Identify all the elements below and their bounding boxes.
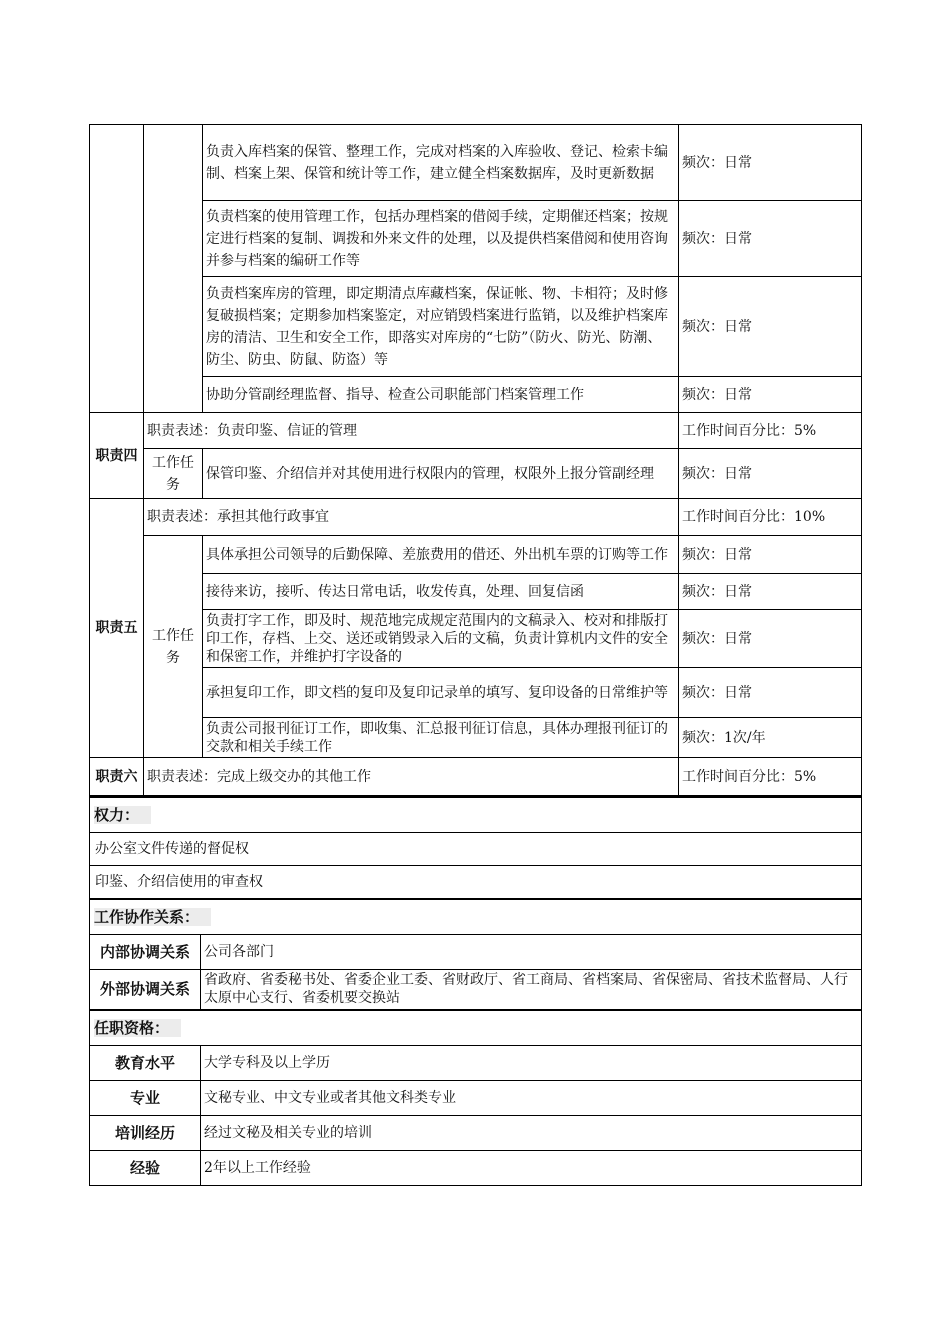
duty6-statement: 职责表述：完成上级交办的其他工作 bbox=[144, 758, 679, 796]
task-frequency: 频次：1次/年 bbox=[679, 718, 862, 758]
duties-table bbox=[89, 124, 862, 796]
duty5-task-label: 工作任务 bbox=[144, 536, 203, 758]
task-text: 负责入库档案的保管、整理工作，完成对档案的入库验收、登记、检索卡编制、档案上架、保管和统计等工作，建立健全档案数据库，及时更新数据 bbox=[203, 125, 679, 201]
task-text: 负责公司报刊征订工作，即收集、汇总报刊征订信息，具体办理报刊征订的交款和相关手续工作 bbox=[203, 718, 679, 758]
task-text: 接待来访，接听、传达日常电话，收发传真，处理、回复信函 bbox=[203, 574, 679, 610]
task-text: 承担复印工作，即文档的复印及复印记录单的填写、复印设备的日常维护等 bbox=[203, 668, 679, 718]
info-table bbox=[89, 796, 862, 1186]
job-description-page bbox=[89, 124, 861, 1186]
task-text: 协助分管副经理监督、指导、检查公司职能部门档案管理工作 bbox=[203, 377, 679, 413]
duty5-percent: 工作时间百分比：10% bbox=[679, 499, 862, 536]
internal-relations-label: 内部协调关系 bbox=[90, 935, 201, 970]
training-value: 经过文秘及相关专业的培训 bbox=[201, 1115, 862, 1150]
task-frequency: 频次：日常 bbox=[679, 125, 862, 201]
duty5-label: 职责五 bbox=[90, 499, 144, 758]
power-item: 办公室文件传递的督促权 bbox=[90, 833, 862, 866]
duty6-label: 职责六 bbox=[90, 758, 144, 796]
task-frequency: 频次：日常 bbox=[679, 201, 862, 277]
major-value: 文秘专业、中文专业或者其他文科类专业 bbox=[201, 1080, 862, 1115]
duty3-task-label-cell bbox=[144, 125, 203, 413]
external-relations-value: 省政府、省委秘书处、省委企业工委、省财政厅、省工商局、省档案局、省保密局、省技术监督局、人行太原中心支行、省委机要交换站 bbox=[201, 970, 862, 1010]
duty5-statement: 职责表述：承担其他行政事宜 bbox=[144, 499, 679, 536]
duty4-label: 职责四 bbox=[90, 413, 144, 499]
education-label: 教育水平 bbox=[90, 1045, 201, 1080]
task-text: 负责档案的使用管理工作，包括办理档案的借阅手续，定期催还档案；按规定进行档案的复制、调拨和外来文件的处理，以及提供档案借阅和使用咨询并参与档案的编研工作等 bbox=[203, 201, 679, 277]
relations-section-title: 工作协作关系： bbox=[90, 899, 862, 935]
major-label: 专业 bbox=[90, 1080, 201, 1115]
duty3-label-cell bbox=[90, 125, 144, 413]
external-relations-label: 外部协调关系 bbox=[90, 970, 201, 1010]
task-frequency: 频次：日常 bbox=[679, 536, 862, 574]
task-frequency: 频次：日常 bbox=[679, 277, 862, 377]
duty4-percent: 工作时间百分比：5% bbox=[679, 413, 862, 449]
task-frequency: 频次：日常 bbox=[679, 449, 862, 499]
duty4-task-label: 工作任务 bbox=[144, 449, 203, 499]
task-text: 负责档案库房的管理，即定期清点库藏档案，保证帐、物、卡相符；及时修复破损档案；定期参加档案鉴定，对应销毁档案进行监销，以及维护档案库房的清洁、卫生和安全工作，即落实对库房的“七防”（防火、防光、防潮、防尘、防虫、防鼠、防盗）等 bbox=[203, 277, 679, 377]
task-frequency: 频次：日常 bbox=[679, 610, 862, 668]
task-frequency: 频次：日常 bbox=[679, 574, 862, 610]
training-label: 培训经历 bbox=[90, 1115, 201, 1150]
task-text: 具体承担公司领导的后勤保障、差旅费用的借还、外出机车票的订购等工作 bbox=[203, 536, 679, 574]
experience-value: 2年以上工作经验 bbox=[201, 1150, 862, 1185]
task-frequency: 频次：日常 bbox=[679, 377, 862, 413]
duty4-statement: 职责表述：负责印鉴、信证的管理 bbox=[144, 413, 679, 449]
education-value: 大学专科及以上学历 bbox=[201, 1045, 862, 1080]
internal-relations-value: 公司各部门 bbox=[201, 935, 862, 970]
power-section-title: 权力： bbox=[90, 797, 862, 833]
task-text: 负责打字工作，即及时、规范地完成规定范围内的文稿录入、校对和排版打印工作，存档、上交、送还或销毁录入后的文稿，负责计算机内文件的安全和保密工作，并维护打字设备的 bbox=[203, 610, 679, 668]
task-text: 保管印鉴、介绍信并对其使用进行权限内的管理，权限外上报分管副经理 bbox=[203, 449, 679, 499]
task-frequency: 频次：日常 bbox=[679, 668, 862, 718]
power-item: 印鉴、介绍信使用的审查权 bbox=[90, 866, 862, 900]
qualification-section-title: 任职资格： bbox=[90, 1010, 862, 1046]
experience-label: 经验 bbox=[90, 1150, 201, 1185]
duty6-percent: 工作时间百分比：5% bbox=[679, 758, 862, 796]
